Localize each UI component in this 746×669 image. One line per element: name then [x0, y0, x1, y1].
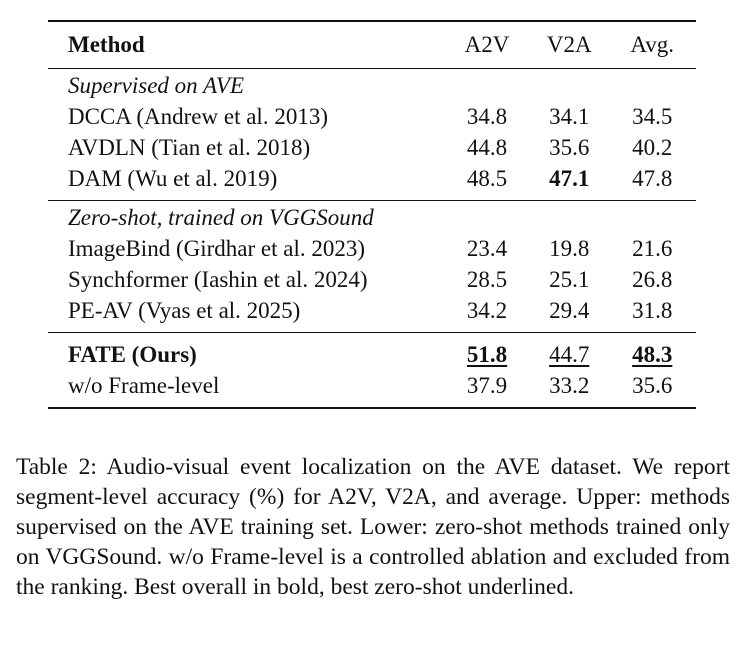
header-a2v: A2V	[464, 32, 510, 57]
v2a-cell: 33.2	[549, 372, 590, 398]
results-table-container	[48, 20, 696, 409]
section-label-row	[48, 201, 696, 234]
a2v-cell-best: 51.8	[466, 341, 508, 367]
table-caption: Table 2: Audio-visual event localization on the AVE dataset. We report segment-level accuracy (%) for A2V, V2A, and average. Upper: methods supervised on the AVE training set. Lower: zero-shot methods trained only on VGGSound. w/o Frame-level is a controlled ablation and excluded from the ranking. Best overall in bold, best zero-shot underlined.	[16, 454, 730, 600]
avg-cell: 40.2	[632, 134, 673, 160]
a2v-cell: 28.5	[466, 266, 508, 292]
avg-cell: 34.5	[632, 103, 673, 129]
section-label-row	[48, 69, 696, 102]
header-avg: Avg.	[630, 32, 675, 57]
v2a-cell-best: 47.1	[549, 165, 590, 191]
avg-cell: 35.6	[632, 372, 673, 398]
avg-cell: 21.6	[632, 235, 673, 261]
avg-cell-best: 48.3	[632, 341, 673, 367]
a2v-cell: 44.8	[466, 134, 508, 160]
avg-cell: 47.8	[632, 165, 673, 191]
table-row-ours	[48, 333, 696, 371]
header-method: Method	[68, 32, 145, 57]
v2a-cell: 19.8	[549, 235, 590, 261]
table-row-ablation	[48, 370, 696, 408]
table-row	[48, 101, 696, 132]
v2a-cell: 25.1	[549, 266, 590, 292]
section-label-supervised: Supervised on AVE	[68, 73, 245, 98]
table-row	[48, 163, 696, 201]
method-cell-ours: FATE (Ours)	[68, 341, 197, 367]
section-label-zero-shot: Zero-shot, trained on VGGSound	[68, 205, 374, 230]
avg-cell: 31.8	[632, 297, 673, 323]
avg-cell: 26.8	[632, 266, 673, 292]
v2a-cell-best-zero-shot: 44.7	[549, 341, 590, 367]
a2v-cell: 34.8	[466, 103, 508, 129]
table-row	[48, 233, 696, 264]
method-cell: DCCA (Andrew et al. 2013)	[68, 103, 328, 129]
method-cell: DAM (Wu et al. 2019)	[68, 165, 278, 191]
v2a-cell: 34.1	[549, 103, 590, 129]
method-cell: ImageBind (Girdhar et al. 2023)	[68, 235, 365, 261]
a2v-cell: 37.9	[466, 372, 508, 398]
method-cell: AVDLN (Tian et al. 2018)	[68, 134, 311, 160]
method-cell: w/o Frame-level	[68, 372, 220, 398]
results-table	[48, 20, 696, 409]
header-v2a: V2A	[546, 32, 592, 57]
method-cell: PE-AV (Vyas et al. 2025)	[68, 297, 301, 323]
v2a-cell: 29.4	[549, 297, 590, 323]
table-header-row	[48, 21, 696, 69]
a2v-cell: 34.2	[466, 297, 508, 323]
table-row	[48, 295, 696, 333]
v2a-cell: 35.6	[549, 134, 590, 160]
method-cell: Synchformer (Iashin et al. 2024)	[68, 266, 368, 292]
table-row	[48, 264, 696, 295]
a2v-cell: 48.5	[466, 165, 508, 191]
a2v-cell: 23.4	[466, 235, 508, 261]
table-row	[48, 132, 696, 163]
